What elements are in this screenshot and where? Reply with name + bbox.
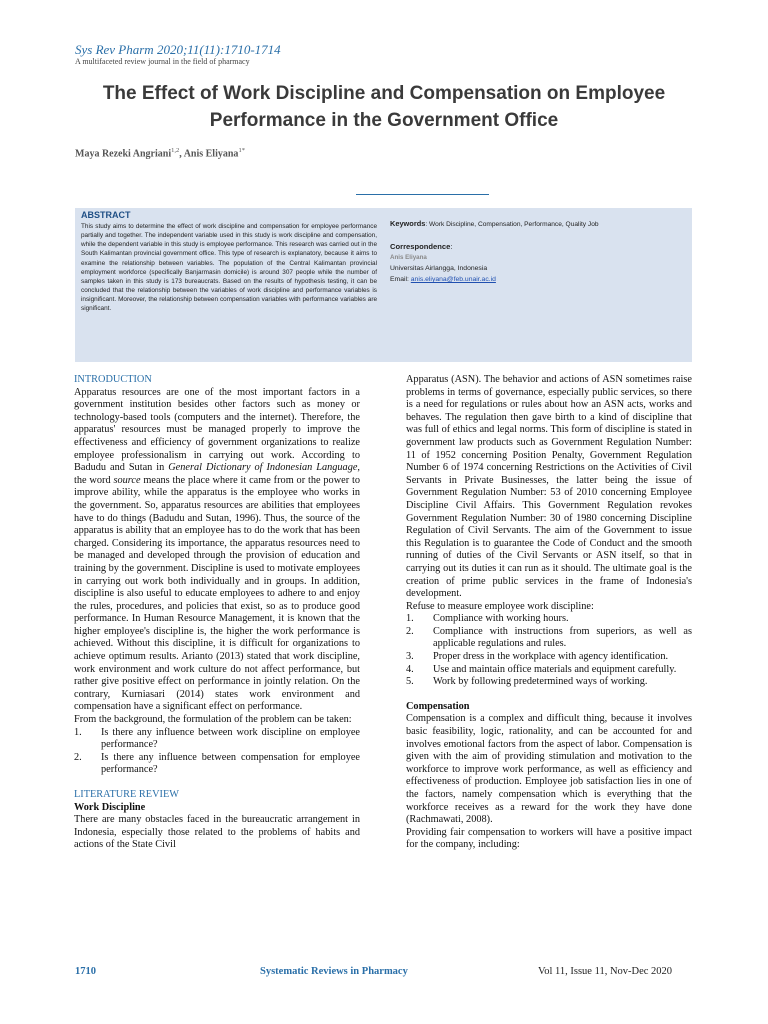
left-column: [74, 374, 360, 852]
fair-compensation-paragraph: Providing fair compensation to workers will have a positive impact for the company, including:: [406, 826, 692, 851]
list-item: [406, 626, 692, 651]
spacer: [406, 689, 692, 701]
keywords-list: : Work Discipline, Compensation, Performance, Quality Job: [425, 221, 599, 228]
correspondence-heading: [390, 242, 452, 251]
paper-title: The Effect of Work Discipline and Compensation on Employee Performance in the Government Office: [102, 83, 666, 131]
list-text: Compliance with working hours.: [433, 613, 569, 625]
compensation-heading: Compensation: [406, 700, 470, 712]
correspondence-affiliation: Universitas Airlangga, Indonesia: [390, 265, 488, 272]
work-discipline-heading: Work Discipline: [74, 801, 146, 813]
footer-issue: Vol 11, Issue 11, Nov-Dec 2020: [538, 966, 673, 977]
footer-journal-name: Systematic Reviews in Pharmacy: [260, 966, 408, 977]
list-text: Is there any influence between work discipline on employee performance?: [101, 726, 360, 751]
list-number: 4.: [406, 663, 414, 675]
journal-tagline: A multifaceted review journal in the field of pharmacy: [75, 57, 250, 66]
asn-paragraph: Apparatus (ASN). The behavior and actions of ASN sometimes raise problems in terms of governance, especially public services, so there is a need for regulations or rules about how an ASN acts, works and behaves. The regulation then gave birth to a kind of discipline that was full of ethics and legal norms. This form of discipline is stated in government law products such as Government Regulation Number: 11 of 1952 concerning Position Penalty, Government Regulation Number 6 of 1974 concerning Restrictions on the Activities of Civil Servants in Private Businesses, the latter being the issue of Government Regulation Number: 53 of 2010 concerning Employee Discipline Civil Affairs. This Government Regulation revokes Government Regulation Number: 30 of 1980 concerning Discipline Regulation of Civil Servants. The aim of the Government to issue this Regulation is to guarantee the Code of Conduct and the smooth running of duties of the Civil Servants or ASN itself, so that in carrying out its duties it can run as it should. The ultimate goal is the creation of prime public services in the frame of Indonesia's development.: [406, 374, 692, 600]
intro-paragraph: [74, 387, 360, 714]
keywords-label: Keywords: [390, 219, 426, 228]
abstract-text: This study aims to determine the effect of work discipline and compensation for employee performance partially and together. The independent variable used in this study is work discipline and compensation, while the dependent variable in this study is employee performance. This research was carried out in the South Kalimantan provincial government office. This type of research is explanatory, because it aims to examine the relationship between variables. The population of the Central Kalimantan provincial employment workforce (specifically Banjarmasin domicile) is around 307 people while the number of samples taken in this study is 173 bureaucrats. Based on the results of hypothesis testing, it can be concluded that the relationship between the variables of work discipline and performance variables is insignificant. Moreover, the relationship between compensation variables with performance variables are significant.: [81, 223, 377, 313]
list-item: [74, 752, 360, 777]
list-text: Is there any influence between compensation for employee performance?: [101, 751, 360, 776]
list-item: [406, 651, 692, 664]
intro-text: , the word: [74, 462, 360, 486]
intro-italic-source: source: [113, 474, 141, 486]
correspondence-email-line: [390, 276, 496, 283]
list-number: 5.: [406, 676, 414, 688]
correspondence-label: Correspondence: [390, 242, 451, 251]
intro-italic-dictionary: General Dictionary of Indonesian Language: [168, 462, 358, 474]
list-number: 1.: [406, 613, 414, 625]
list-item: [406, 664, 692, 677]
list-number: 1.: [74, 726, 82, 738]
measure-intro-paragraph: Refuse to measure employee work discipline:: [406, 600, 594, 612]
list-number: 2.: [74, 751, 82, 763]
page-number: 1710: [75, 966, 96, 977]
abstract-box: [75, 208, 692, 362]
intro-text: means the place where it came from or the power to improve ability, while the apparatus is the employee who works in the government. So, apparatus resources are abilities that employees have to do things (Badudu and Sutan, 1996). Thus, the source of the apparatus is ability that an employee has to do the work that has been charged. Considering its importance, the apparatus resources need to be managed and developed through the provision of education and training by the government. Discipline is used to motivate employees in carrying out work both individually and in groups. In addition, discipline is also useful to educate employees to adhere to and enjoy the rules, procedures, and policies that exist, so as to produce good performance. In Human Resource Management, it is known that the higher employee's discipline is, the higher the work performance is achieved. Without this discipline, it is difficult for organizations to achieve optimum results. Arianto (2013) stated that work discipline, work environment and work culture do not affect performance, but rather give positive effect on performance in jointly relation. On the contrary, Kurniasari (2014) states work environment and compensation have a significant effect on performance.: [74, 474, 361, 713]
list-item: [406, 613, 692, 626]
research-questions-list: [74, 727, 360, 777]
list-text: Proper dress in the workplace with agency identification.: [433, 651, 669, 663]
list-text: Work by following predetermined ways of working.: [433, 676, 648, 688]
abstract-heading: ABSTRACT: [81, 210, 131, 220]
author-affiliation: 1,2: [171, 147, 180, 154]
author-name: Maya Rezeki Angriani: [75, 148, 172, 160]
compensation-paragraph: Compensation is a complex and difficult thing, because it involves basic feasibility, logic, rationality, and can be accounted for and involves emotional factors from the aspect of labor. Compensation is given with the aim of providing stimulation and motivation to the workforce to improve work performance, as well as efficiency and effectiveness of production. Employee job satisfaction lies in one of the factors, namely compensation which is everything that the workforce receives as a reward for the work they have done (Rachmawati, 2008).: [406, 713, 692, 826]
email-label: Email:: [390, 276, 411, 283]
list-text: Use and maintain office materials and equipment carefully.: [433, 663, 677, 675]
correspondence-name: Anis Eliyana: [390, 254, 427, 261]
email-link[interactable]: anis.eliyana@feb.unair.ac.id: [410, 276, 496, 283]
intro-text: Apparatus resources are one of the most important factors in a government institution besides other factors such as money or technology-based tools (computers and the internet). Therefore, the apparatus' resources must be managed properly to improve the effectiveness and efficiency of government organizations to realize employee professionalism in carrying out work. According to Badudu and Sutan in: [74, 386, 360, 474]
journal-citation: Sys Rev Pharm 2020;11(11):1710-1714: [75, 42, 281, 57]
problem-intro-paragraph: From the background, the formulation of the problem can be taken:: [74, 714, 352, 726]
discipline-measures-list: [406, 613, 692, 689]
list-item: [406, 676, 692, 689]
list-item: [74, 727, 360, 752]
correspondence-colon: :: [450, 242, 453, 251]
title-divider: [356, 194, 489, 195]
keywords: [390, 219, 599, 228]
author-separator: ,: [179, 148, 184, 160]
introduction-heading: INTRODUCTION: [74, 374, 152, 385]
author-name: Anis Eliyana: [183, 148, 239, 160]
list-number: 3.: [406, 651, 414, 663]
list-text: Compliance with instructions from superiors, as well as applicable regulations and rules.: [433, 625, 692, 650]
work-discipline-paragraph: There are many obstacles faced in the bureaucratic arrangement in Indonesia, especially those related to the problems of habits and actions of the State Civil: [74, 814, 360, 851]
author-line: [75, 147, 245, 159]
literature-review-heading: LITERATURE REVIEW: [74, 789, 179, 800]
list-number: 2.: [406, 625, 414, 637]
right-column: [406, 374, 692, 852]
spacer: [74, 777, 360, 789]
author-affiliation: 1*: [238, 147, 245, 154]
